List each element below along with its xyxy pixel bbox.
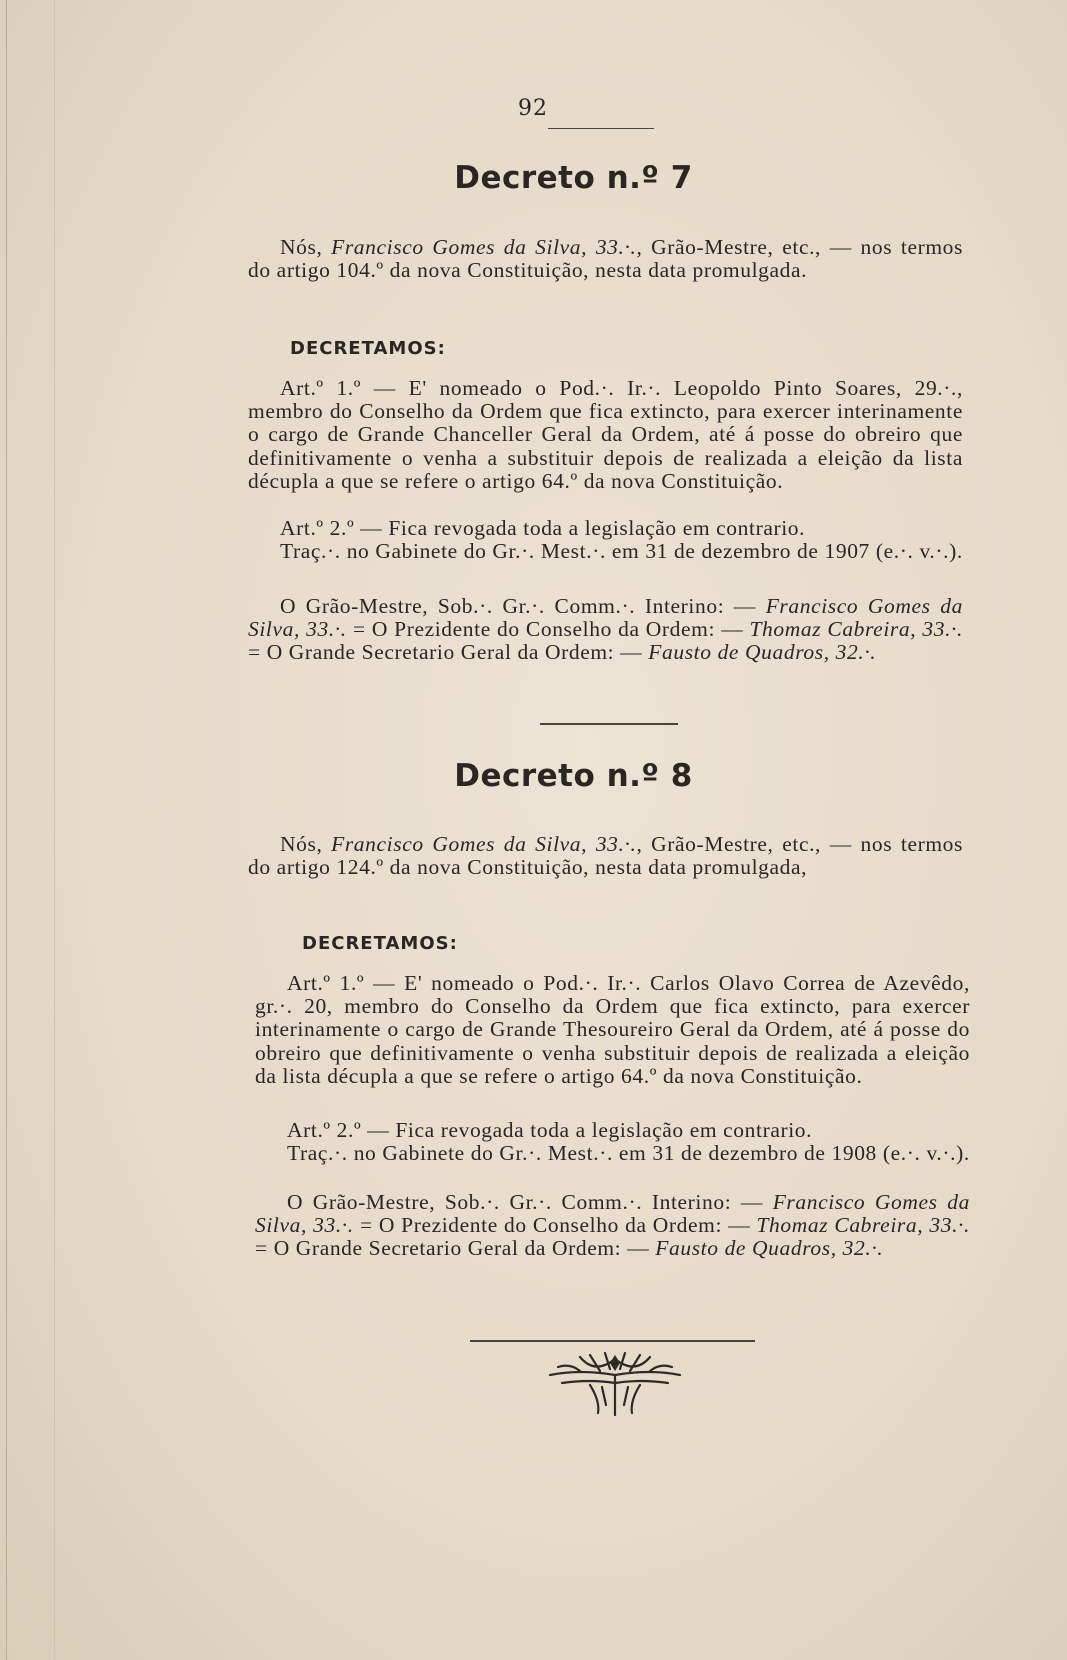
- preamble-text: , Grão-Mestre, etc., — nos termos do artigo 104.º da nova Constituição, nesta data promulgada.: [248, 235, 963, 283]
- signature-text: = O Prezidente do Conselho da Ordem: —: [353, 1213, 757, 1238]
- signature-name: Thomaz Cabreira, 33.·.: [756, 1213, 970, 1238]
- signature-text: = O Prezidente do Conselho da Ordem: —: [346, 617, 750, 642]
- decree-8-preamble: [248, 833, 963, 879]
- decree-7-heading: DECRETAMOS:: [290, 338, 446, 359]
- decree-8-date: Traç.·. no Gabinete do Gr.·. Mest.·. em 31 de dezembro de 1908 (e.·. v.·.).: [287, 1141, 970, 1165]
- decree-8-title: Decreto n.º 8: [454, 758, 693, 794]
- preamble-text: , Grão-Mestre, etc., — nos termos do artigo 124.º da nova Constituição, nesta data promulgada,: [248, 832, 963, 880]
- decree-8-heading: DECRETAMOS:: [302, 933, 458, 954]
- preamble-name: Francisco Gomes da Silva, 33.·.: [331, 235, 637, 259]
- floral-ornament-icon: [540, 1345, 690, 1419]
- decree-7-date: Traç.·. no Gabinete do Gr.·. Mest.·. em 31 de dezembro de 1907 (e.·. v.·.).: [280, 539, 963, 563]
- page-edge-line: [54, 0, 55, 1660]
- preamble-name: Francisco Gomes da Silva, 33.·.: [331, 832, 637, 856]
- page-edge-line: [6, 0, 7, 1660]
- end-rule: [470, 1340, 755, 1342]
- signature-text: = O Grande Secretario Geral da Ordem: —: [248, 640, 649, 665]
- decree-7-title: Decreto n.º 7: [454, 160, 693, 196]
- decree-8-signatures: [255, 1191, 970, 1261]
- preamble-text: Nós,: [280, 235, 332, 259]
- signature-text: O Grão-Mestre, Sob.·. Gr.·. Comm.·. Interino: —: [287, 1190, 773, 1214]
- signature-name: Thomaz Cabreira, 33.·.: [749, 617, 963, 642]
- preamble-text: Nós,: [280, 832, 332, 856]
- decree-7-preamble: [248, 236, 963, 282]
- signature-name: Francisco Gomes da Silva, 33.·.: [248, 594, 963, 642]
- signature-name: Fausto de Quadros, 32.·.: [655, 1236, 884, 1261]
- page-number: 92: [518, 96, 548, 121]
- section-separator-rule: [540, 723, 678, 725]
- decree-8-article-2: Art.º 2.º — Fica revogada toda a legislação em contrario.: [287, 1118, 813, 1142]
- decree-7-article-2: Art.º 2.º — Fica revogada toda a legislação em contrario.: [280, 516, 806, 540]
- decree-7-article-1: Art.º 1.º — E' nomeado o Pod.·. Ir.·. Leopoldo Pinto Soares, 29.·., membro do Conselho da Ordem que fica extincto, para exercer interinamente o cargo de Grande Chanceller Geral da Ordem, até á posse do obreiro que definitivamente o venha a substituir depois de realizada a eleição da lista décupla a que se refere o artigo 64.º da nova Constituição.: [248, 376, 963, 493]
- signature-name: Francisco Gomes da Silva, 33.·.: [255, 1190, 970, 1238]
- decree-8-article-1: Art.º 1.º — E' nomeado o Pod.·. Ir.·. Carlos Olavo Correa de Azevêdo, gr.·. 20, membro do Conselho da Ordem que fica extincto, para exercer interinamente o cargo de Grande Thesoureiro Geral da Ordem, até á posse do obreiro que definitivamente o venha substituir depois de realizada a eleição da lista décupla a que se refere o artigo 64.º da nova Constituição.: [255, 971, 970, 1088]
- signature-name: Fausto de Quadros, 32.·.: [648, 640, 877, 665]
- signature-text: O Grão-Mestre, Sob.·. Gr.·. Comm.·. Interino: —: [280, 594, 766, 618]
- signature-text: = O Grande Secretario Geral da Ordem: —: [255, 1236, 656, 1261]
- decree-7-signatures: [248, 595, 963, 665]
- page-number-rule: [548, 128, 654, 129]
